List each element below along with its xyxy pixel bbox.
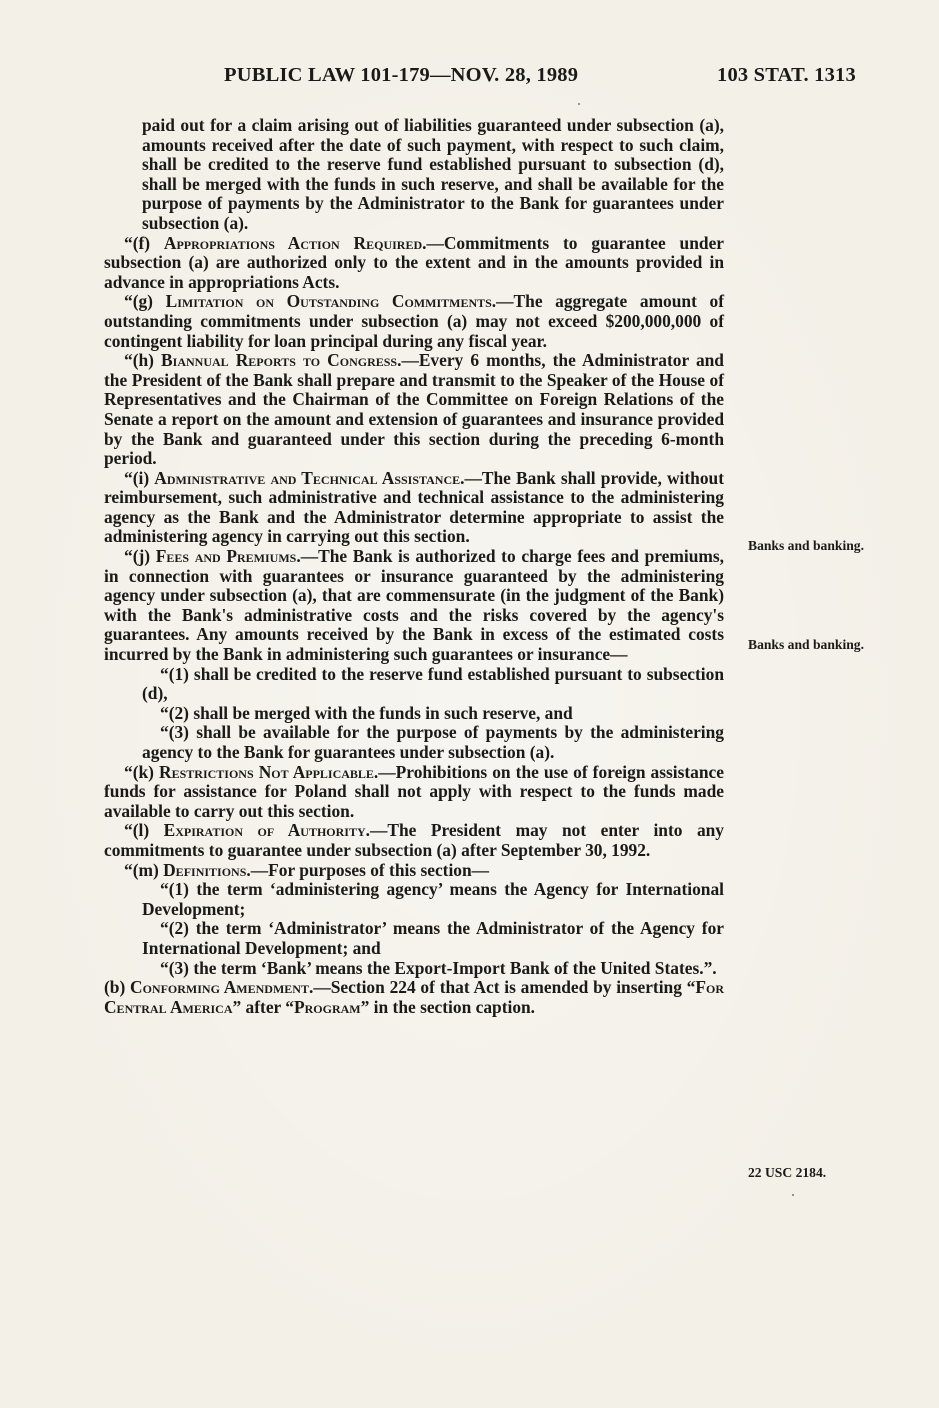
section-g-heading: Limitation on Outstanding Commitments. bbox=[165, 291, 497, 312]
definition-item: “(1) the term ‘administering agency’ means the Agency for International Development; bbox=[142, 879, 724, 919]
header-page-number: 103 STAT. 1313 bbox=[717, 64, 856, 86]
subsection-b-heading: Conforming Amendment. bbox=[130, 977, 314, 998]
section-l-text: —The President may not enter into any commitments to guarantee under subsection (a) after September 30, 1992. bbox=[104, 820, 725, 860]
section-f-text: —Commitments to guarantee under subsection (a) are authorized only to the extent and in the amounts provided in advance in appropriations Acts. bbox=[104, 232, 725, 292]
section-g-text: —The aggregate amount of outstanding commitments under subsection (a) may not exceed $200,000,000 of contingent liability for loan principal during any fiscal year. bbox=[104, 291, 724, 351]
section-k-heading: Restrictions Not Applicable. bbox=[159, 761, 379, 782]
section-h-heading: Biannual Reports to Congress. bbox=[161, 350, 402, 371]
header-title: PUBLIC LAW 101-179—NOV. 28, 1989 bbox=[224, 64, 579, 86]
section-m-lead: “(m) bbox=[124, 859, 164, 880]
subsection-b bbox=[104, 978, 724, 1017]
section-j-item: “(2) shall be merged with the funds in such reserve, and bbox=[160, 702, 573, 723]
page-header bbox=[0, 64, 939, 94]
section-j-lead: “(j) bbox=[124, 546, 156, 567]
subsection-b-text: ” in the section caption. bbox=[360, 996, 536, 1017]
section-f bbox=[104, 234, 724, 293]
definition-item: “(3) the term ‘Bank’ means the Export-Import Bank of the United States.”. bbox=[160, 957, 717, 978]
subsection-b-caption-text: Program bbox=[294, 996, 361, 1017]
section-i-heading: Administrative and Technical Assistance. bbox=[154, 467, 465, 488]
section-k-lead: “(k) bbox=[124, 761, 160, 782]
margin-note-banks: Banks and banking. bbox=[748, 637, 864, 652]
section-j bbox=[104, 547, 724, 665]
subsection-b-text: ” after “ bbox=[232, 996, 295, 1017]
section-l-lead: “(l) bbox=[124, 820, 164, 841]
section-g-lead: “(g) bbox=[124, 291, 166, 312]
subsection-b-caption-text: For Central America bbox=[104, 977, 725, 1017]
scan-speck bbox=[792, 1194, 794, 1196]
section-j-text: —The Bank is authorized to charge fees and premiums, in connection with guarantees or insurance guaranteed by the administering agency under subsection (a), that are commensurate (in the judgment of the Bank) with the Bank's administrative costs and the risks covered by the agency's guarantees. Any amounts received by the Bank in excess of the estimated costs incurred by the Bank in administering such guarantees or insurance— bbox=[104, 546, 724, 665]
section-l bbox=[104, 821, 724, 860]
document-body bbox=[104, 116, 724, 1017]
section-m-text: —For purposes of this section— bbox=[250, 859, 490, 880]
subsection-b-lead: (b) bbox=[104, 977, 131, 998]
section-i bbox=[104, 469, 724, 547]
section-m bbox=[104, 861, 724, 881]
section-k bbox=[104, 763, 724, 822]
section-j-item: “(1) shall be credited to the reserve fund established pursuant to subsection (d), bbox=[142, 663, 724, 704]
section-i-lead: “(i) bbox=[124, 467, 155, 488]
section-h-lead: “(h) bbox=[124, 350, 162, 371]
section-h-text: —Every 6 months, the Administrator and the President of the Bank shall prepare and transmit to the Speaker of the House of Representatives and the Chairman of the Committee on Foreign Relations of the Senate a report on the amount and extension of guarantees and insurance provided by the Bank and guaranteed under this section during the preceding 6-month period. bbox=[104, 350, 724, 469]
section-f-heading: Appropriations Action Required. bbox=[163, 232, 427, 253]
continued-paragraph: paid out for a claim arising out of liabilities guaranteed under subsection (a), amounts received after the date of such payment, with respect to such claim, shall be credited to the reserve fund established pursuant to subsection (d), shall be merged with the funds in such reserve, and shall be available for the purpose of payments by the Administrator to the Bank for guarantees under subsection (a). bbox=[142, 115, 724, 233]
section-l-heading: Expiration of Authority. bbox=[163, 820, 370, 841]
section-m-heading: Definitions. bbox=[163, 859, 251, 880]
section-j-item: “(3) shall be available for the purpose of payments by the administering agency to the Bank for guarantees under subsection (a). bbox=[142, 722, 724, 762]
section-j-heading: Fees and Premiums. bbox=[155, 546, 301, 567]
section-k-text: —Prohibitions on the use of foreign assistance funds for assistance for Poland shall not apply with respect to the funds made available to carry out this section. bbox=[104, 761, 724, 821]
section-h bbox=[104, 351, 724, 469]
definition-item: “(2) the term ‘Administrator’ means the Administrator of the Agency for International Development; and bbox=[142, 918, 724, 958]
section-i-text: —The Bank shall provide, without reimbursement, such administrative and technical assistance to the administering agency as the Bank and the Administrator determine appropriate to assist the administering agency in carrying out this section. bbox=[104, 467, 724, 547]
subsection-b-text: —Section 224 of that Act is amended by inserting “ bbox=[313, 977, 696, 998]
section-f-lead: “(f) bbox=[124, 232, 164, 253]
margin-note-banks: Banks and banking. bbox=[748, 538, 864, 553]
margin-note-usc-citation: 22 USC 2184. bbox=[748, 1165, 827, 1180]
scan-speck bbox=[578, 103, 580, 105]
section-g bbox=[104, 292, 724, 351]
